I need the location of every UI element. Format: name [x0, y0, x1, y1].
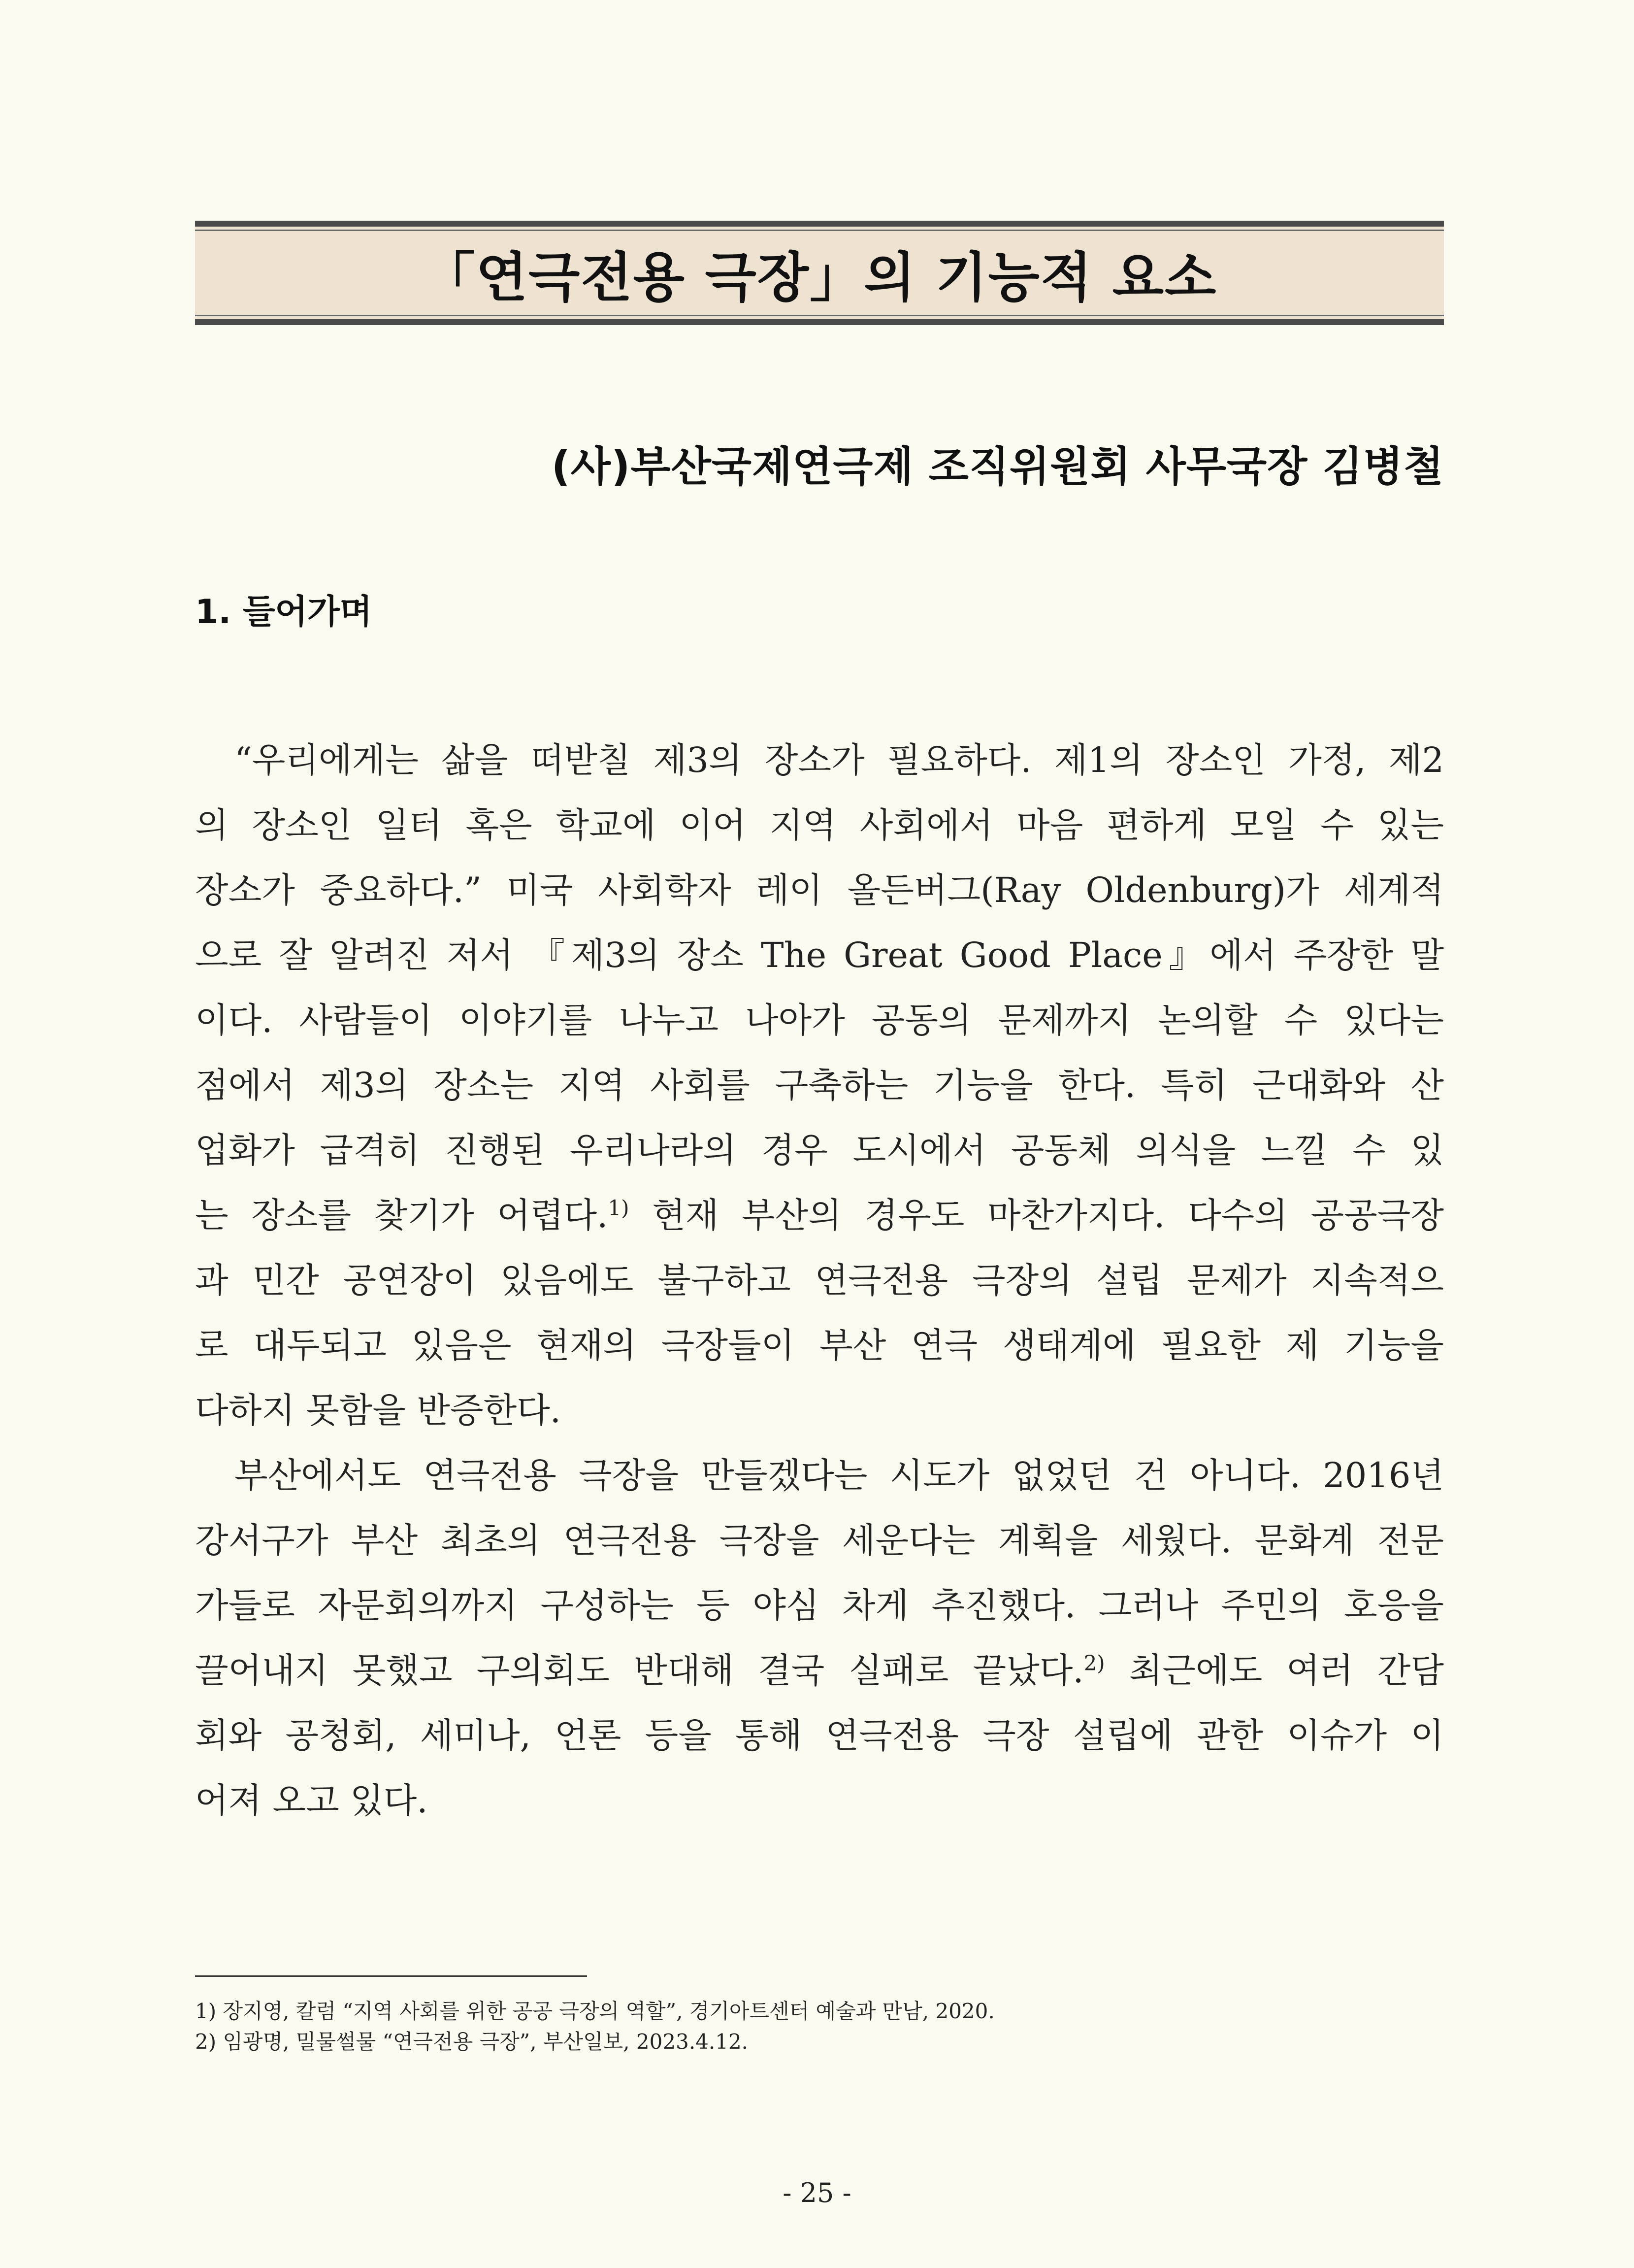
footnote-ref-1: 1) — [608, 1196, 629, 1220]
page-number: - 25 - — [783, 2177, 851, 2208]
paragraph-1-line-5: 이다. 사람들이 이야기를 나누고 나아가 공동의 문제까지 논의할 수 있다는 — [195, 1000, 1444, 1040]
line-text: 현재 부산의 경우도 마찬가지다. 다수의 공공극장 — [629, 1195, 1444, 1235]
section-heading: 1. 들어가며 — [195, 593, 372, 632]
paragraph-2-line-1: 부산에서도 연극전용 극장을 만들겠다는 시도가 없었던 건 아니다. 2016년 — [234, 1455, 1444, 1496]
paragraph-2-line-3: 가들로 자문회의까지 구성하는 등 야심 차게 추진했다. 그러나 주민의 호응을 — [195, 1585, 1444, 1626]
paragraph-1-line-6: 점에서 제3의 장소는 지역 사회를 구축하는 기능을 한다. 특히 근대화와 산 — [195, 1065, 1444, 1105]
line-text: 는 장소를 찾기가 어렵다. — [195, 1195, 608, 1235]
paragraph-2-line-4 — [195, 1650, 1444, 1691]
paragraph-1-line-9: 과 민간 공연장이 있음에도 불구하고 연극전용 극장의 설립 문제가 지속적으 — [195, 1260, 1444, 1301]
title-banner — [195, 221, 1444, 325]
line-text: 끌어내지 못했고 구의회도 반대해 결국 실패로 끝났다. — [195, 1650, 1084, 1691]
footnote-1: 1) 장지영, 칼럼 “지역 사회를 위한 공공 극장의 역할”, 경기아트센터 예술과 만남, 2020. — [195, 1999, 995, 2023]
line-text: 최근에도 여러 간담 — [1105, 1650, 1444, 1691]
paragraph-1-line-11: 다하지 못함을 반증한다. — [195, 1390, 561, 1431]
paragraph-1-line-4: 으로 잘 알려진 저서 『제3의 장소 The Great Good Place』에서 주장한 말 — [195, 935, 1444, 975]
paragraph-2-line-5: 회와 공청회, 세미나, 언론 등을 통해 연극전용 극장 설립에 관한 이슈가 이 — [195, 1715, 1444, 1756]
footnote-2: 2) 임광명, 밀물썰물 “연극전용 극장”, 부산일보, 2023.4.12. — [195, 2030, 749, 2054]
paragraph-1-line-7: 업화가 급격히 진행된 우리나라의 경우 도시에서 공동체 의식을 느낄 수 있 — [195, 1130, 1444, 1170]
paragraph-2-line-6: 어져 오고 있다. — [195, 1780, 428, 1821]
footnote-ref-2: 2) — [1083, 1651, 1105, 1675]
paragraph-1-line-8 — [195, 1195, 1444, 1235]
paragraph-1-line-1: “우리에게는 삶을 떠받칠 제3의 장소가 필요하다. 제1의 장소인 가정, 제2 — [234, 740, 1444, 780]
paragraph-1-line-2: 의 장소인 일터 혹은 학교에 이어 지역 사회에서 마음 편하게 모일 수 있는 — [195, 805, 1444, 845]
page-title: 「연극전용 극장」의 기능적 요소 — [422, 247, 1217, 309]
footnote-divider — [195, 1975, 587, 1977]
paragraph-2-line-2: 강서구가 부산 최초의 연극전용 극장을 세운다는 계획을 세웠다. 문화계 전문 — [195, 1520, 1444, 1561]
paragraph-1-line-10: 로 대두되고 있음은 현재의 극장들이 부산 연극 생태계에 필요한 제 기능을 — [195, 1325, 1444, 1366]
author-line: (사)부산국제연극제 조직위원회 사무국장 김병철 — [551, 442, 1444, 491]
paragraph-1-line-3: 장소가 중요하다.” 미국 사회학자 레이 올든버그(Ray Oldenburg)가 세계적 — [195, 870, 1444, 910]
